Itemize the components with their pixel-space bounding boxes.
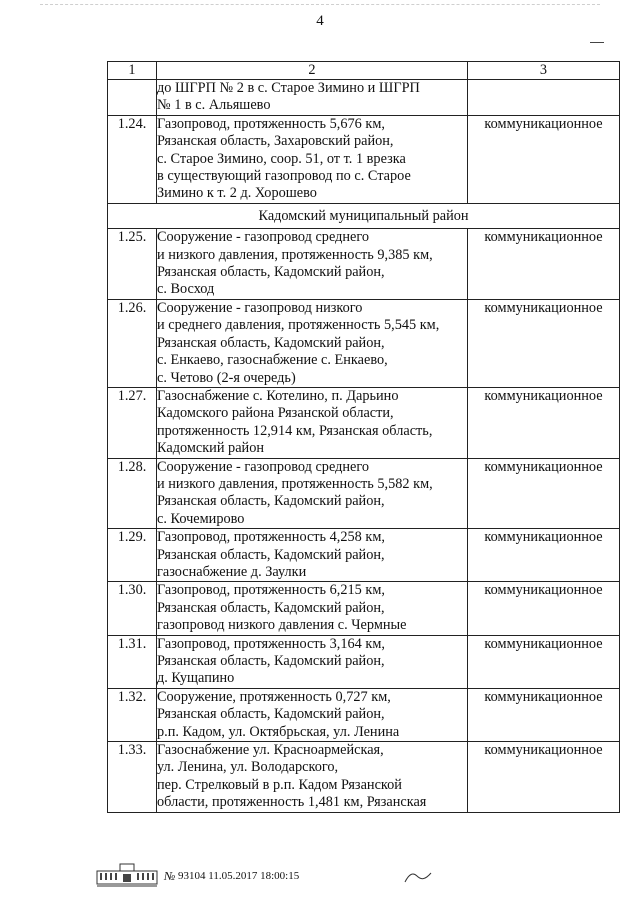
table-row bbox=[108, 229, 620, 300]
table-row bbox=[108, 742, 620, 813]
description-line: Сооружение, протяженность 0,727 км, bbox=[157, 688, 391, 705]
register-table bbox=[107, 61, 620, 813]
table-row bbox=[108, 299, 620, 387]
object-description bbox=[157, 688, 468, 741]
table-row bbox=[108, 582, 620, 635]
description-line: д. Кущапино bbox=[157, 670, 235, 687]
description-line: Газоснабжение ул. Красноармейская, bbox=[157, 742, 384, 759]
description-line: Рязанская область, Кадомский район, bbox=[157, 334, 385, 351]
description-line: и среднего давления, протяженность 5,545 км, bbox=[157, 317, 440, 334]
description-line: ул. Ленина, ул. Володарского, bbox=[157, 759, 339, 776]
column-header-1: 1 bbox=[108, 62, 157, 80]
number-sign: № bbox=[164, 869, 176, 883]
description-line: протяженность 12,914 км, Рязанская область, bbox=[157, 422, 433, 439]
row-number: 1.27. bbox=[108, 387, 157, 458]
row-number: 1.29. bbox=[108, 529, 157, 582]
description-line: газоснабжение д. Заулки bbox=[157, 563, 307, 580]
description-line: Сооружение - газопровод среднего bbox=[157, 229, 370, 246]
section-title: Кадомский муниципальный район bbox=[108, 203, 620, 228]
description-line: пер. Стрелковый в р.п. Кадом Рязанской bbox=[157, 776, 402, 793]
description-line: № 1 в с. Альяшево bbox=[157, 97, 271, 114]
table-row bbox=[108, 387, 620, 458]
table-header-row bbox=[108, 62, 620, 80]
description-line: Сооружение - газопровод среднего bbox=[157, 458, 370, 475]
object-category: коммуникационное bbox=[468, 387, 620, 458]
description-line: с. Енкаево, газоснабжение с. Енкаево, bbox=[157, 352, 388, 369]
row-number: 1.24. bbox=[108, 115, 157, 203]
description-line: Зимино к т. 2 д. Хорошево bbox=[157, 185, 317, 202]
object-category: коммуникационное bbox=[468, 299, 620, 387]
table-row bbox=[108, 635, 620, 688]
table-row bbox=[108, 458, 620, 529]
description-line: Рязанская область, Кадомский район, bbox=[157, 546, 385, 563]
page-number: 4 bbox=[316, 13, 324, 29]
description-line: Рязанская область, Захаровский район, bbox=[157, 133, 394, 150]
object-description bbox=[157, 80, 468, 116]
row-number: 1.30. bbox=[108, 582, 157, 635]
description-line: области, протяженность 1,481 км, Рязанская bbox=[157, 794, 427, 811]
object-category: коммуникационное bbox=[468, 582, 620, 635]
object-description bbox=[157, 229, 468, 300]
description-line: Рязанская область, Кадомский район, bbox=[157, 493, 385, 510]
description-line: Сооружение - газопровод низкого bbox=[157, 299, 363, 316]
description-line: Газоснабжение с. Котелино, п. Дарьино bbox=[157, 387, 399, 404]
object-description bbox=[157, 582, 468, 635]
object-category: коммуникационное bbox=[468, 742, 620, 813]
object-category: коммуникационное bbox=[468, 115, 620, 203]
object-description bbox=[157, 529, 468, 582]
row-number: 1.26. bbox=[108, 299, 157, 387]
description-line: с. Восход bbox=[157, 281, 215, 298]
object-category: коммуникационное bbox=[468, 635, 620, 688]
object-category: коммуникационное bbox=[468, 229, 620, 300]
object-description bbox=[157, 742, 468, 813]
description-line: Газопровод, протяженность 5,676 км, bbox=[157, 115, 385, 132]
object-category: коммуникационное bbox=[468, 458, 620, 529]
description-line: в существующий газопровод по с. Старое bbox=[157, 168, 411, 185]
object-category bbox=[468, 80, 620, 116]
description-line: с. Кочемирово bbox=[157, 510, 245, 527]
registration-stamp: 93104 11.05.2017 18:00:15 bbox=[178, 870, 300, 882]
description-line: Газопровод, протяженность 6,215 км, bbox=[157, 582, 385, 599]
description-line: Газопровод, протяженность 3,164 км, bbox=[157, 635, 385, 652]
row-number: 1.32. bbox=[108, 688, 157, 741]
object-description bbox=[157, 299, 468, 387]
row-number: 1.33. bbox=[108, 742, 157, 813]
description-line: Рязанская область, Кадомский район, bbox=[157, 599, 385, 616]
description-line: р.п. Кадом, ул. Октябрьская, ул. Ленина bbox=[157, 723, 400, 740]
description-line: и низкого давления, протяженность 9,385 км, bbox=[157, 246, 433, 263]
signature-mark bbox=[403, 870, 433, 884]
description-line: Газопровод, протяженность 4,258 км, bbox=[157, 529, 385, 546]
object-description bbox=[157, 387, 468, 458]
table-row bbox=[108, 688, 620, 741]
description-line: Кадомского района Рязанской области, bbox=[157, 405, 394, 422]
column-header-2: 2 bbox=[157, 62, 468, 80]
row-number: 1.31. bbox=[108, 635, 157, 688]
section-header-row bbox=[108, 203, 620, 228]
object-description bbox=[157, 635, 468, 688]
row-number bbox=[108, 80, 157, 116]
government-building-logo-icon bbox=[96, 862, 158, 888]
object-category: коммуникационное bbox=[468, 529, 620, 582]
description-line: Рязанская область, Кадомский район, bbox=[157, 653, 385, 669]
object-category: коммуникационное bbox=[468, 688, 620, 741]
table-row bbox=[108, 80, 620, 116]
row-number: 1.25. bbox=[108, 229, 157, 300]
description-line: с. Старое Зимино, соор. 51, от т. 1 врезка bbox=[157, 150, 406, 167]
description-line: до ШГРП № 2 в с. Старое Зимино и ШГРП bbox=[157, 80, 420, 96]
description-line: с. Четово (2-я очередь) bbox=[157, 369, 296, 386]
column-header-3: 3 bbox=[468, 62, 620, 80]
description-line: Кадомский район bbox=[157, 440, 265, 457]
top-scan-line bbox=[40, 4, 600, 6]
description-line: и низкого давления, протяженность 5,582 км, bbox=[157, 475, 433, 492]
description-line: Рязанская область, Кадомский район, bbox=[157, 264, 385, 281]
row-number: 1.28. bbox=[108, 458, 157, 529]
table-row bbox=[108, 529, 620, 582]
description-line: Рязанская область, Кадомский район, bbox=[157, 706, 385, 723]
corner-mark bbox=[590, 42, 604, 43]
object-description bbox=[157, 458, 468, 529]
object-description bbox=[157, 115, 468, 203]
description-line: газопровод низкого давления с. Чермные bbox=[157, 617, 407, 634]
table-row bbox=[108, 115, 620, 203]
